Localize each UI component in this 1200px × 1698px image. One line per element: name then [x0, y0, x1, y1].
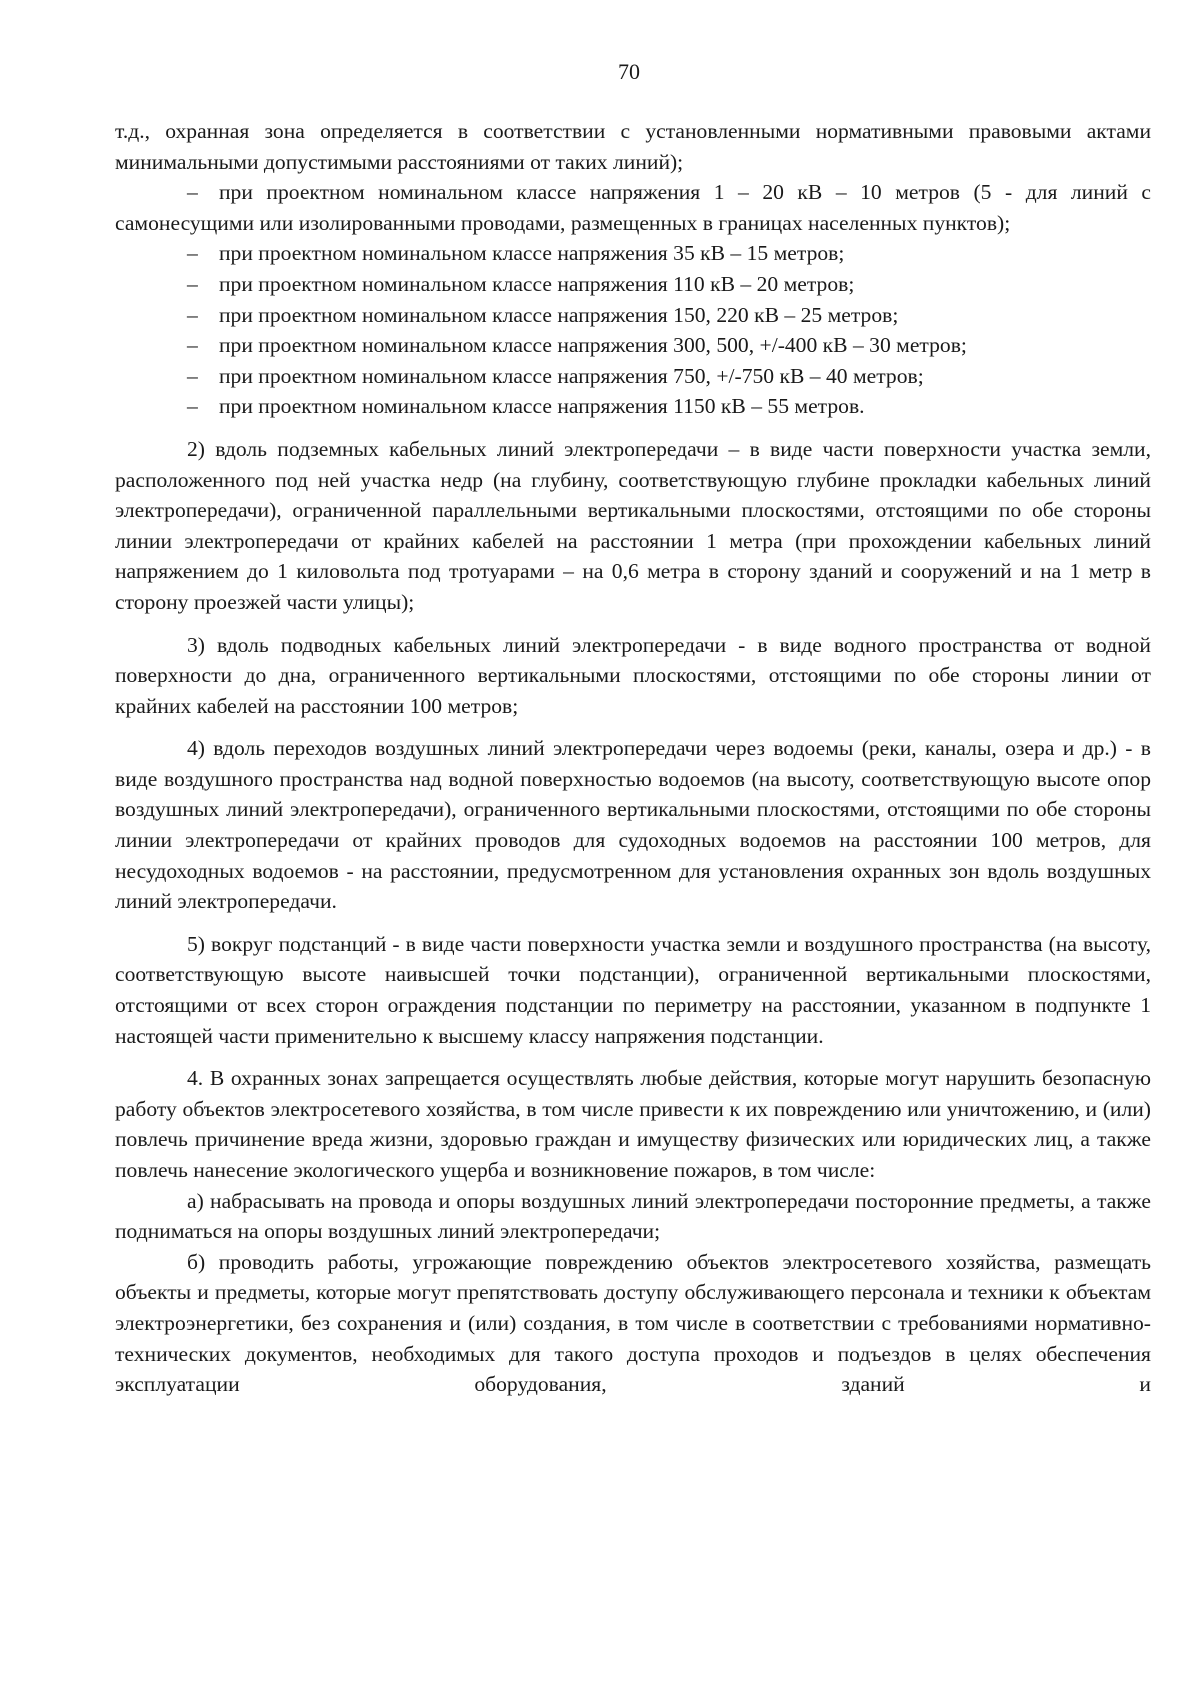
- list-item: [115, 238, 1151, 269]
- bullet-dash: –: [187, 241, 198, 266]
- bullet-dash: –: [187, 271, 198, 296]
- voltage-class-list: [115, 177, 1151, 422]
- list-item: [115, 177, 1151, 238]
- bullet-dash: –: [187, 302, 198, 327]
- section-4-paragraph: 4. В охранных зонах запрещается осуществлять любые действия, которые могут нарушить безопасную работу объектов электросетевого хозяйства, в том числе привести к их повреждению или уничтожению, и (или) повлечь причинение вреда жизни, здоровью граждан и имуществу физических или юридических лиц, а также повлечь нанесение экологического ущерба и возникновение пожаров, в том числе:: [115, 1066, 1151, 1182]
- sub-a-paragraph: а) набрасывать на провода и опоры воздушных линий электропередачи посторонние предметы, а также подниматься на опоры воздушных линий электропередачи;: [115, 1188, 1151, 1244]
- list-item-text: при проектном номинальном классе напряжения 1 – 20 кВ – 10 метров (5 - для линий с самонесущими или изолированными проводами, размещенных в границах населенных пунктов);: [115, 180, 1151, 235]
- sub-b-paragraph: б) проводить работы, угрожающие повреждению объектов электросетевого хозяйства, размещать объекты и предметы, которые могут препятствовать доступу обслуживающего персонала и техники к объектам электроэнергетики, без сохранения и (или) создания, в том числе в соответствии с требованиями нормативно-технических документов, необходимых для такого доступа проходов и подъездов в целях обеспечения эксплуатации оборудования, зданий и: [115, 1249, 1151, 1397]
- bullet-dash: –: [187, 180, 198, 205]
- document-body: [115, 116, 1151, 1400]
- list-item: [115, 269, 1151, 300]
- bullet-dash: –: [187, 363, 198, 388]
- intro-paragraph: т.д., охранная зона определяется в соответствии с установленными нормативными правовыми актами минимальными допустимыми расстояниями от таких линий);: [115, 119, 1151, 174]
- bullet-dash: –: [187, 394, 198, 419]
- page-number: 70: [618, 59, 640, 84]
- item-3-paragraph: 3) вдоль подводных кабельных линий электропередачи - в виде водного пространства от водной поверхности до дна, ограниченного вертикальными плоскостями, отстоящими по обе стороны линии от крайних кабелей на расстоянии 100 метров;: [115, 632, 1151, 718]
- list-item-text: при проектном номинальном классе напряжения 1150 кВ – 55 метров.: [219, 394, 865, 419]
- list-item-text: при проектном номинальном классе напряжения 35 кВ – 15 метров;: [219, 241, 845, 266]
- list-item-text: при проектном номинальном классе напряжения 750, +/-750 кВ – 40 метров;: [219, 363, 924, 388]
- list-item: [115, 391, 1151, 422]
- bullet-dash: –: [187, 333, 198, 358]
- list-item: [115, 361, 1151, 392]
- list-item: [115, 300, 1151, 331]
- list-item-text: при проектном номинальном классе напряжения 150, 220 кВ – 25 метров;: [219, 302, 899, 327]
- item-4-paragraph: 4) вдоль переходов воздушных линий электропередачи через водоемы (реки, каналы, озера и др.) - в виде воздушного пространства над водной поверхностью водоемов (на высоту, соответствующую высоте опор воздушных линий электропередачи), ограниченного вертикальными плоскостями, отстоящими по обе стороны линии электропередачи от крайних проводов для судоходных водоемов на расстоянии 100 метров, для несудоходных водоемов - на расстоянии, предусмотренном для установления охранных зон вдоль воздушных линий электропередачи.: [115, 736, 1151, 914]
- item-5-paragraph: 5) вокруг подстанций - в виде части поверхности участка земли и воздушного пространства (на высоту, соответствующую высоте наивысшей точки подстанции), ограниченной вертикальными плоскостями, отстоящими от всех сторон ограждения подстанции по периметру на расстоянии, указанном в подпункте 1 настоящей части применительно к высшему классу напряжения подстанции.: [115, 931, 1151, 1048]
- item-2-paragraph: 2) вдоль подземных кабельных линий электропередачи – в виде части поверхности участка земли, расположенного под ней участка недр (на глубину, соответствующую глубине прокладки кабельных линий электропередачи), ограниченной параллельными вертикальными плоскостями, отстоящими по обе стороны линии электропередачи от крайних кабелей на расстоянии 1 метра (при прохождении кабельных линий напряжением до 1 киловольта под тротуарами – на 0,6 метра в сторону зданий и сооружений и на 1 метр в сторону проезжей части улицы);: [115, 436, 1151, 614]
- list-item: [115, 330, 1151, 361]
- list-item-text: при проектном номинальном классе напряжения 300, 500, +/-400 кВ – 30 метров;: [219, 333, 967, 358]
- list-item-text: при проектном номинальном классе напряжения 110 кВ – 20 метров;: [219, 271, 855, 296]
